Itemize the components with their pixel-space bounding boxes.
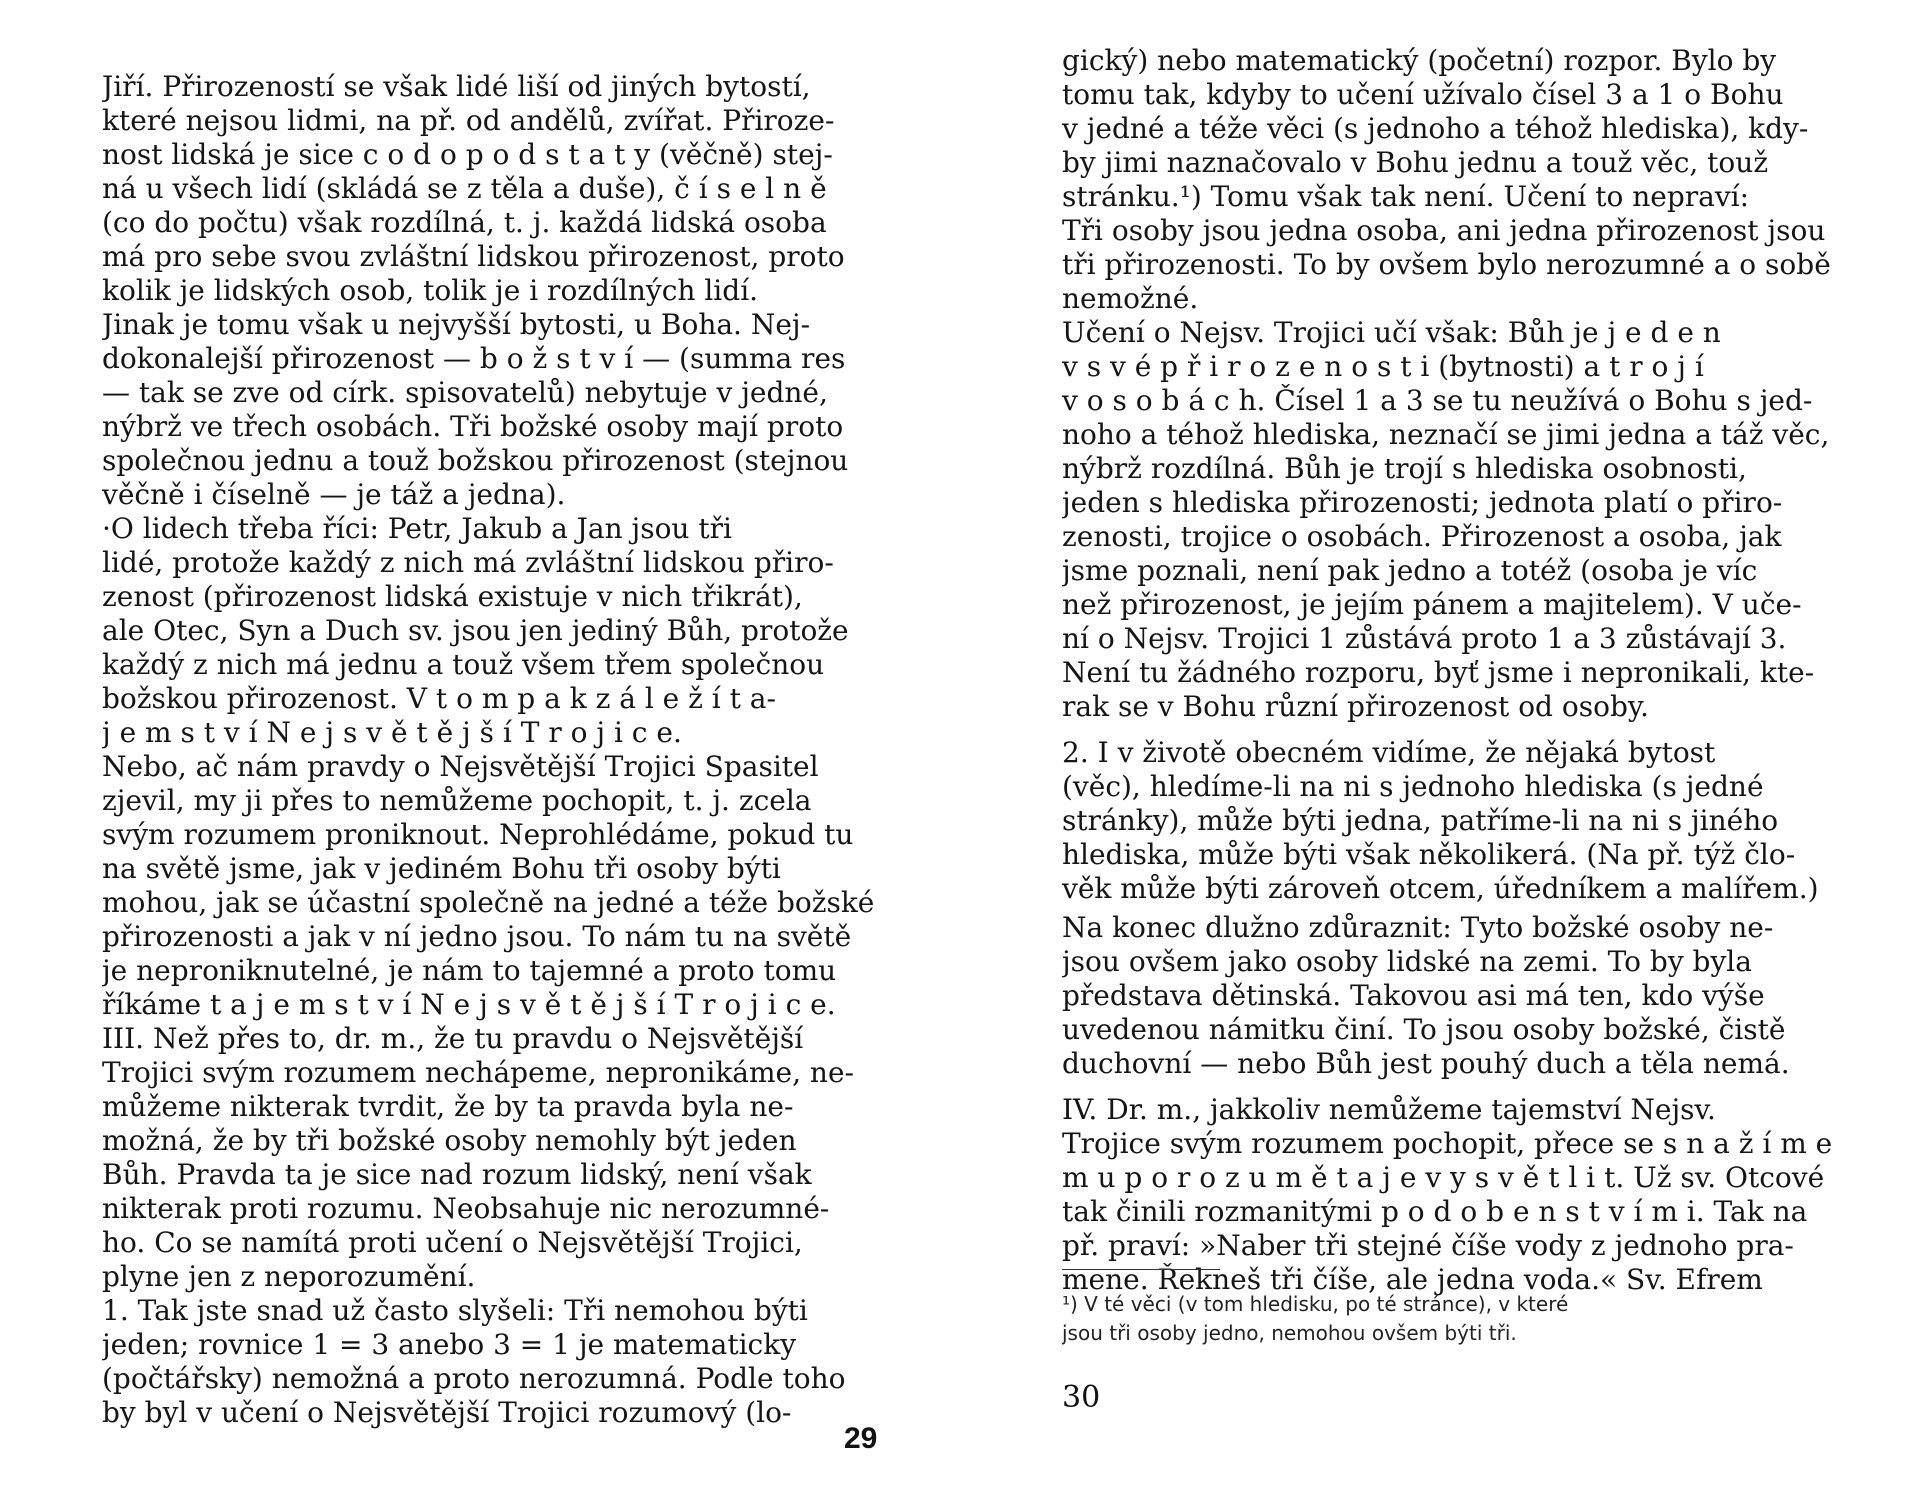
text-line: věčně i číselně — je táž a jedna). (102, 478, 566, 511)
text-line: jsme poznali, není pak jedno a totéž (osoba je víc (1062, 554, 1758, 587)
text-line: je neproniknutelné, je nám to tajemné a proto tomu (102, 954, 837, 987)
text-line: v o s o b á c h. Čísel 1 a 3 se tu neužívá o Bohu s jed- (1062, 384, 1813, 417)
text-line: v s v é p ř i r o z e n o s t i (bytnosti) a t r o j í (1062, 350, 1704, 383)
text-line: 1. Tak jste snad už často slyšeli: Tři nemohou býti (102, 1294, 808, 1327)
text-line: ·O lidech třeba říci: Petr, Jakub a Jan jsou tři (102, 512, 732, 545)
text-line: stránku.¹) Tomu však tak není. Učení to nepraví: (1062, 180, 1750, 213)
text-line: Tři osoby jsou jedna osoba, ani jedna přirozenost jsou (1062, 214, 1826, 247)
text-line: III. Než přes to, dr. m., že tu pravdu o Nejsvětější (102, 1022, 804, 1055)
text-line: ná u všech lidí (skládá se z těla a duše), č í s e l n ě (102, 172, 827, 205)
footnote-line: ¹) V té věci (v tom hledisku, po té stránce), v které (1062, 1292, 1569, 1316)
text-line: mene. Řekneš tři číše, ale jedna voda.« Sv. Efrem (1062, 1263, 1763, 1296)
text-line: ho. Co se namítá proti učení o Nejsvětější Trojici, (102, 1226, 803, 1259)
text-line: Nebo, ač nám pravdy o Nejsvětější Trojici Spasitel (102, 750, 819, 783)
text-line: nemožné. (1062, 282, 1199, 315)
text-line: nýbrž ve třech osobách. Tři božské osoby mají proto (102, 410, 844, 443)
footnotes (1062, 1290, 1837, 1348)
text-line: svým rozumem proniknout. Neprohlédáme, pokud tu (102, 818, 854, 851)
text-line: Trojici svým rozumem nechápeme, nepronikáme, ne- (102, 1056, 854, 1089)
text-line: na světě jsme, jak v jediném Bohu tři osoby býti (102, 852, 781, 885)
text-line: plyne jen z neporozumění. (102, 1260, 476, 1293)
text-line: nikterak proti rozumu. Neobsahuje nic nerozumné- (102, 1192, 830, 1225)
text-line: jeden; rovnice 1 = 3 anebo 3 = 1 je matematicky (102, 1328, 797, 1361)
text-line: by jimi naznačovalo v Bohu jednu a touž věc, touž (1062, 146, 1769, 179)
right-page-text (1062, 44, 1837, 1297)
text-line: Učení o Nejsv. Trojici učí však: Bůh je j e d e n (1062, 316, 1721, 349)
text-line: ale Otec, Syn a Duch sv. jsou jen jediný Bůh, protože (102, 614, 849, 647)
text-line: by byl v učení o Nejsvětější Trojici rozumový (lo- (102, 1396, 792, 1429)
text-line: přirozenosti a jak v ní jedno jsou. To nám tu na světě (102, 920, 852, 953)
text-line: rak se v Bohu různí přirozenost od osoby. (1062, 690, 1649, 723)
text-line: zjevil, my ji přes to nemůžeme pochopit, t. j. zcela (102, 784, 812, 817)
text-line: tak činili rozmanitými p o d o b e n s t v í m i. Tak na (1062, 1195, 1808, 1228)
text-line: 2. I v životě obecném vidíme, že nějaká bytost (1062, 736, 1716, 769)
text-line: v jedné a téže věci (s jednoho a téhož hlediska), kdy- (1062, 112, 1809, 145)
text-line: noho a téhož hlediska, neznačí se jimi jedna a táž věc, (1062, 418, 1830, 451)
text-line: (co do počtu) však rozdílná, t. j. každá lidská osoba (102, 206, 827, 239)
text-line: nýbrž rozdílná. Bůh je trojí s hlediska osobnosti, (1062, 452, 1747, 485)
text-line: — tak se zve od círk. spisovatelů) nebytuje v jedné, (102, 376, 828, 409)
text-line: než přirozenost, je jejím pánem a majitelem). V uče- (1062, 588, 1802, 621)
text-line: nost lidská je sice c o d o p o d s t a t y (věčně) stej- (102, 138, 833, 171)
text-line: ní o Nejsv. Trojici 1 zůstává proto 1 a 3 zůstávají 3. (1062, 622, 1787, 655)
text-line: (věc), hledíme-li na ni s jednoho hlediska (s jedné (1062, 770, 1764, 803)
text-line: představa dětinská. Takovou asi má ten, kdo výše (1062, 979, 1765, 1012)
text-line: Bůh. Pravda ta je sice nad rozum lidský, není však (102, 1158, 812, 1191)
text-line: kolik je lidských osob, tolik je i rozdílných lidí. (102, 274, 759, 307)
text-line: věk může býti zároveň otcem, úředníkem a malířem.) (1062, 872, 1819, 905)
text-line: Jinak je tomu však u nejvyšší bytosti, u Boha. Nej- (102, 308, 811, 341)
text-line: Jiří. Přirozeností se však lidé liší od jiných bytostí, (102, 70, 811, 103)
text-line: duchovní — nebo Bůh jest pouhý duch a těla nemá. (1062, 1047, 1790, 1080)
text-line: uvedenou námitku činí. To jsou osoby božské, čistě (1062, 1013, 1786, 1046)
text-line: stránky), může býti jedna, patříme-li na ni s jiného (1062, 804, 1779, 837)
text-line: společnou jednu a touž božskou přirozenost (stejnou (102, 444, 849, 477)
text-line: (počtářsky) nemožná a proto nerozumná. Podle toho (102, 1362, 846, 1395)
text-line: možná, že by tři božské osoby nemohly být jeden (102, 1124, 797, 1157)
text-line: každý z nich má jednu a touž všem třem společnou (102, 648, 825, 681)
text-line: Není tu žádného rozporu, byť jsme i nepronikali, kte- (1062, 656, 1815, 689)
text-line: dokonalejší přirozenost — b o ž s t v í — (summa res (102, 342, 846, 375)
text-line: božskou přirozenost. V t o m p a k z á l e ž í t a- (102, 682, 776, 715)
text-line: lidé, protože každý z nich má zvláštní lidskou přiro- (102, 546, 834, 579)
footnote-divider (1062, 1269, 1220, 1270)
text-line: které nejsou lidmi, na př. od andělů, zvířat. Přiroze- (102, 104, 835, 137)
page-number-left: 29 (844, 1422, 878, 1455)
text-line: mohou, jak se účastní společně na jedné a téže božské (102, 886, 875, 919)
left-page-text (102, 70, 877, 1430)
text-line: IV. Dr. m., jakkoliv nemůžeme tajemství Nejsv. (1062, 1093, 1716, 1126)
text-line: hlediska, může býti však několikerá. (Na př. týž člo- (1062, 838, 1796, 871)
text-line: m u p o r o z u m ě t a j e v y s v ě t l i t. Už sv. Otcové (1062, 1161, 1825, 1194)
text-line: jeden s hlediska přirozenosti; jednota platí o přiro- (1062, 486, 1783, 519)
text-line: tři přirozenosti. To by ovšem bylo nerozumné a o sobě (1062, 248, 1831, 281)
text-line: Trojice svým rozumem pochopit, přece se s n a ž í m e (1062, 1127, 1833, 1160)
footnote-line: jsou tři osoby jedno, nemohou ovšem býti tři. (1062, 1321, 1517, 1345)
text-line: Na konec dlužno zdůraznit: Tyto božské osoby ne- (1062, 911, 1774, 944)
text-line: můžeme nikterak tvrdit, že by ta pravda byla ne- (102, 1090, 794, 1123)
page-number-right: 30 (1062, 1380, 1101, 1415)
text-line: zenost (přirozenost lidská existuje v nich třikrát), (102, 580, 803, 613)
text-line: má pro sebe svou zvláštní lidskou přirozenost, proto (102, 240, 845, 273)
text-line: tomu tak, kdyby to učení užívalo čísel 3 a 1 o Bohu (1062, 78, 1784, 111)
text-line: zenosti, trojice o osobách. Přirozenost a osoba, jak (1062, 520, 1782, 553)
text-line: j e m s t v í N e j s v ě t ě j š í T r o j i c e. (102, 716, 682, 749)
text-line: př. praví: »Naber tři stejné číše vody z jednoho pra- (1062, 1229, 1794, 1262)
text-line: jsou ovšem jako osoby lidské na zemi. To by byla (1062, 945, 1752, 978)
text-line: říkáme t a j e m s t v í N e j s v ě t ě j š í T r o j i c e. (102, 988, 836, 1021)
text-line: gický) nebo matematický (početní) rozpor. Bylo by (1062, 44, 1777, 77)
